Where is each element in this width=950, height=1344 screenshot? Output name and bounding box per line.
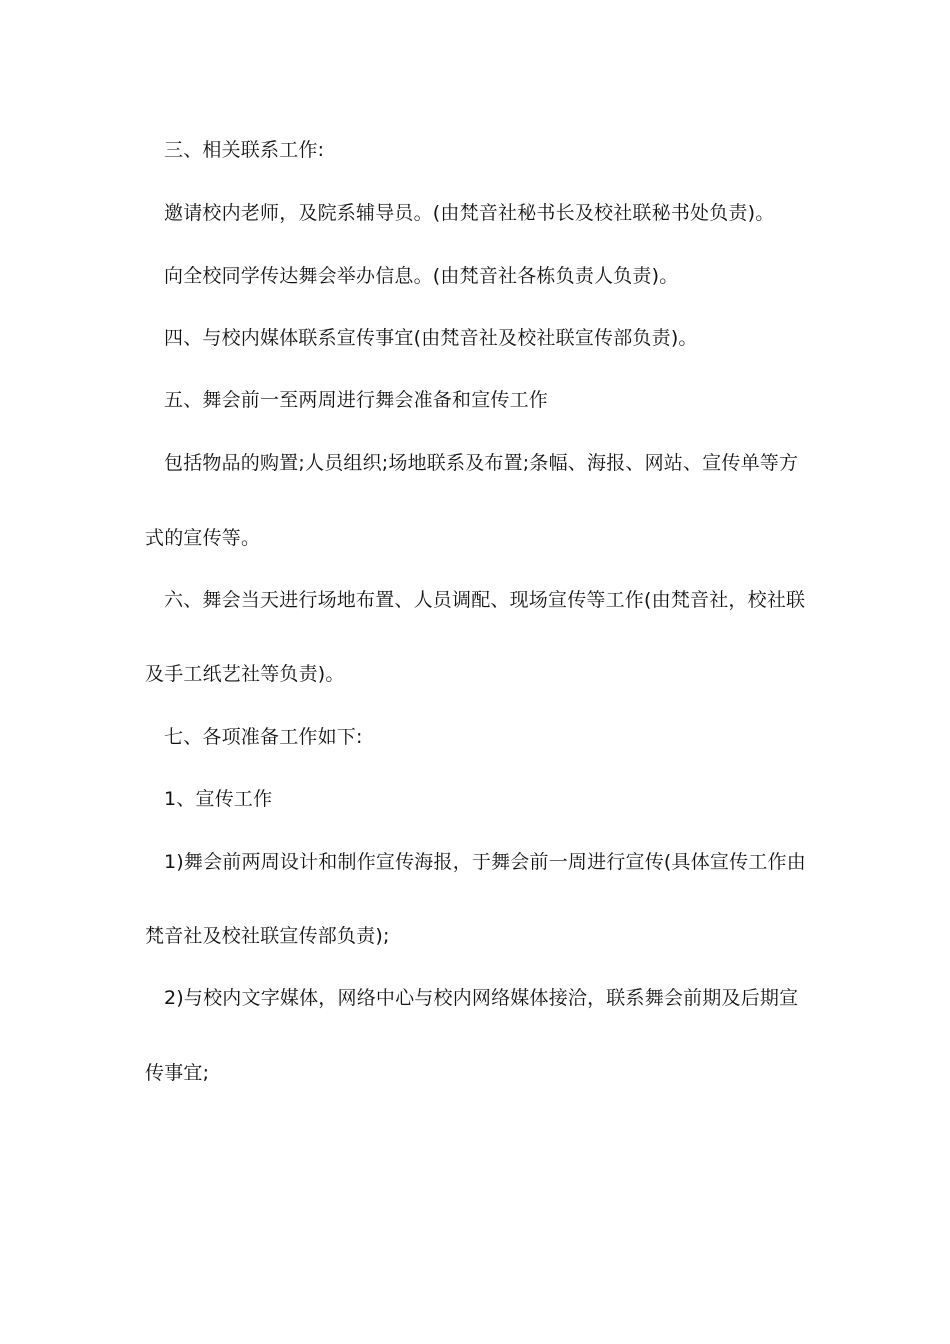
paragraph-line: 邀请校内老师，及院系辅导员。(由梵音社秘书长及校社联秘书处负责)。 [164, 202, 775, 224]
paragraph-line: 向全校同学传达舞会举办信息。(由梵音社各栋负责人负责)。 [164, 265, 679, 287]
list-item-1: 1)舞会前两周设计和制作宣传海报，于舞会前一周进行宣传(具体宣传工作由 [164, 851, 806, 873]
section-heading-5: 五、舞会前一至两周进行舞会准备和宣传工作 [164, 389, 549, 411]
section-heading-4: 四、与校内媒体联系宣传事宜(由梵音社及校社联宣传部负责)。 [164, 327, 698, 349]
section-heading-3: 三、相关联系工作: [164, 139, 325, 161]
list-item-2: 2)与校内文字媒体，网络中心与校内网络媒体接洽，联系舞会前期及后期宣 [164, 987, 799, 1009]
list-item-1-continued: 梵音社及校社联宣传部负责); [145, 925, 390, 947]
paragraph-line-continued: 式的宣传等。 [145, 527, 261, 549]
subsection-heading-1: 1、宣传工作 [164, 788, 273, 810]
section-heading-7: 七、各项准备工作如下: [164, 726, 363, 748]
list-item-2-continued: 传事宜; [145, 1062, 210, 1084]
paragraph-line: 包括物品的购置;人员组织;场地联系及布置;条幅、海报、网站、宣传单等方 [164, 452, 799, 474]
paragraph-line-continued: 及手工纸艺社等负责)。 [145, 663, 345, 685]
section-heading-6: 六、舞会当天进行场地布置、人员调配、现场宣传等工作(由梵音社，校社联 [164, 589, 806, 611]
